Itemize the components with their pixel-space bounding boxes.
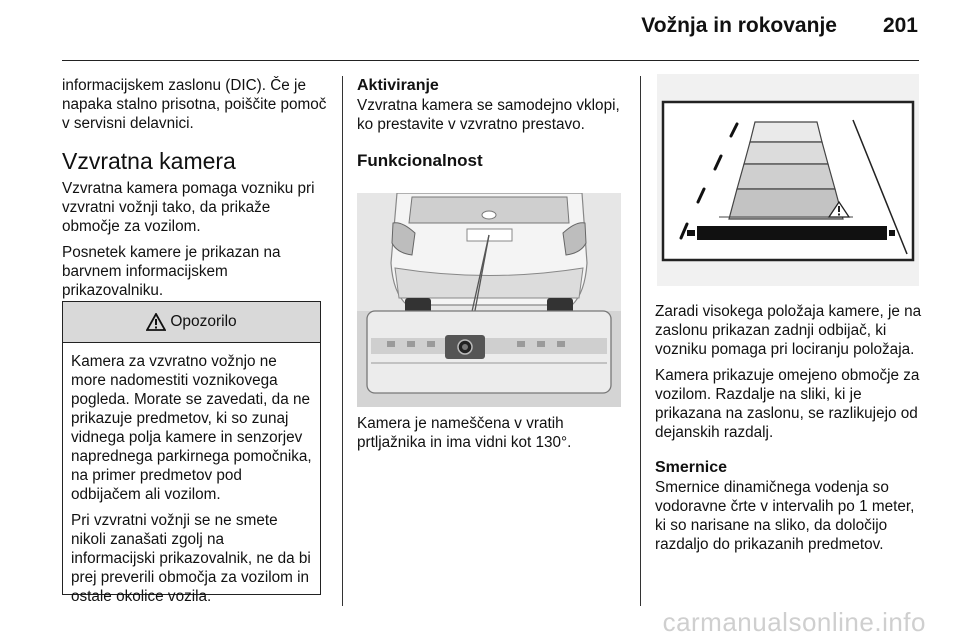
watermark: carmanualsonline.info xyxy=(662,607,926,637)
warning-body xyxy=(63,343,320,606)
activation-text: Vzvratna kamera se samodejno vklopi, ko prestavite v vzvratno prestavo. xyxy=(357,97,620,133)
page-header xyxy=(641,14,918,38)
right-paragraph-2: Kamera prikazuje omejeno območje za vozilom. Razdalje na sliki, ki je prikazana na zaslonu, se razlikujejo od dejanskih razdalj. xyxy=(655,367,920,441)
warning-header xyxy=(63,302,320,343)
warning-triangle-icon xyxy=(146,313,166,331)
photo-caption: Kamera je nameščena v vratih prtljažnika in ima vidni kot 130°. xyxy=(357,415,572,451)
rear-camera-paragraph-2: Posnetek kamere je prikazan na barvnem informacijskem prikazovalniku. xyxy=(62,244,281,299)
right-paragraph-1: Zaradi visokega položaja kamere, je na zaslonu prikazan zadnji odbijač, ki vozniku pomaga pri lociranju položaja. xyxy=(655,303,922,358)
warning-title: Opozorilo xyxy=(170,313,237,330)
page-number: 201 xyxy=(882,14,918,37)
photo-caption-block xyxy=(357,414,629,459)
column-right xyxy=(655,302,927,561)
guidelines-text: Smernice dinamičnega vodenja so vodoravne črte v intervalih po 1 meter, ki so narisane na sliko, da določijo razdaljo do prikazanih predmetov. xyxy=(655,479,915,553)
activation-heading: Aktiviranje xyxy=(357,77,439,94)
function-heading: Funkcionalnost xyxy=(357,151,483,170)
section-heading-rear-camera: Vzvratna kamera xyxy=(62,148,236,174)
column-divider-1 xyxy=(342,76,343,606)
guidelines-heading: Smernice xyxy=(655,459,728,476)
column-divider-2 xyxy=(640,76,641,606)
camera-location-photo xyxy=(357,193,621,407)
column-left xyxy=(62,76,330,307)
column-middle xyxy=(357,76,629,172)
warning-paragraph-1: Kamera za vzvratno vožnjo ne more nadomestiti voznikovega pogleda. Morate se zavedati, da ne prikazuje predmetov, ki so zunaj vidnega polja kamere in senzorjev naprednega parkirnega pomočnika, na primer predmetov pod odbijačem ali vozilom. xyxy=(71,353,312,503)
intro-paragraph: informacijskem zaslonu (DIC). Če je napaka stalno prisotna, poiščite pomoč v servisni delavnici. xyxy=(62,77,327,132)
warning-box xyxy=(62,301,321,605)
page-title: Vožnja in rokovanje xyxy=(641,14,837,37)
rear-camera-paragraph-1: Vzvratna kamera pomaga vozniku pri vzvratni vožnji tako, da prikaže območje za vozilom. xyxy=(62,180,315,235)
camera-display-illustration xyxy=(657,74,919,286)
header-divider xyxy=(62,60,919,61)
warning-paragraph-2: Pri vzvratni vožnji se ne smete nikoli zanašati zgolj na informacijski prikazovalnik, ne da bi prej preverili območja za vozilom in ostale okolice vozila. xyxy=(71,512,311,605)
